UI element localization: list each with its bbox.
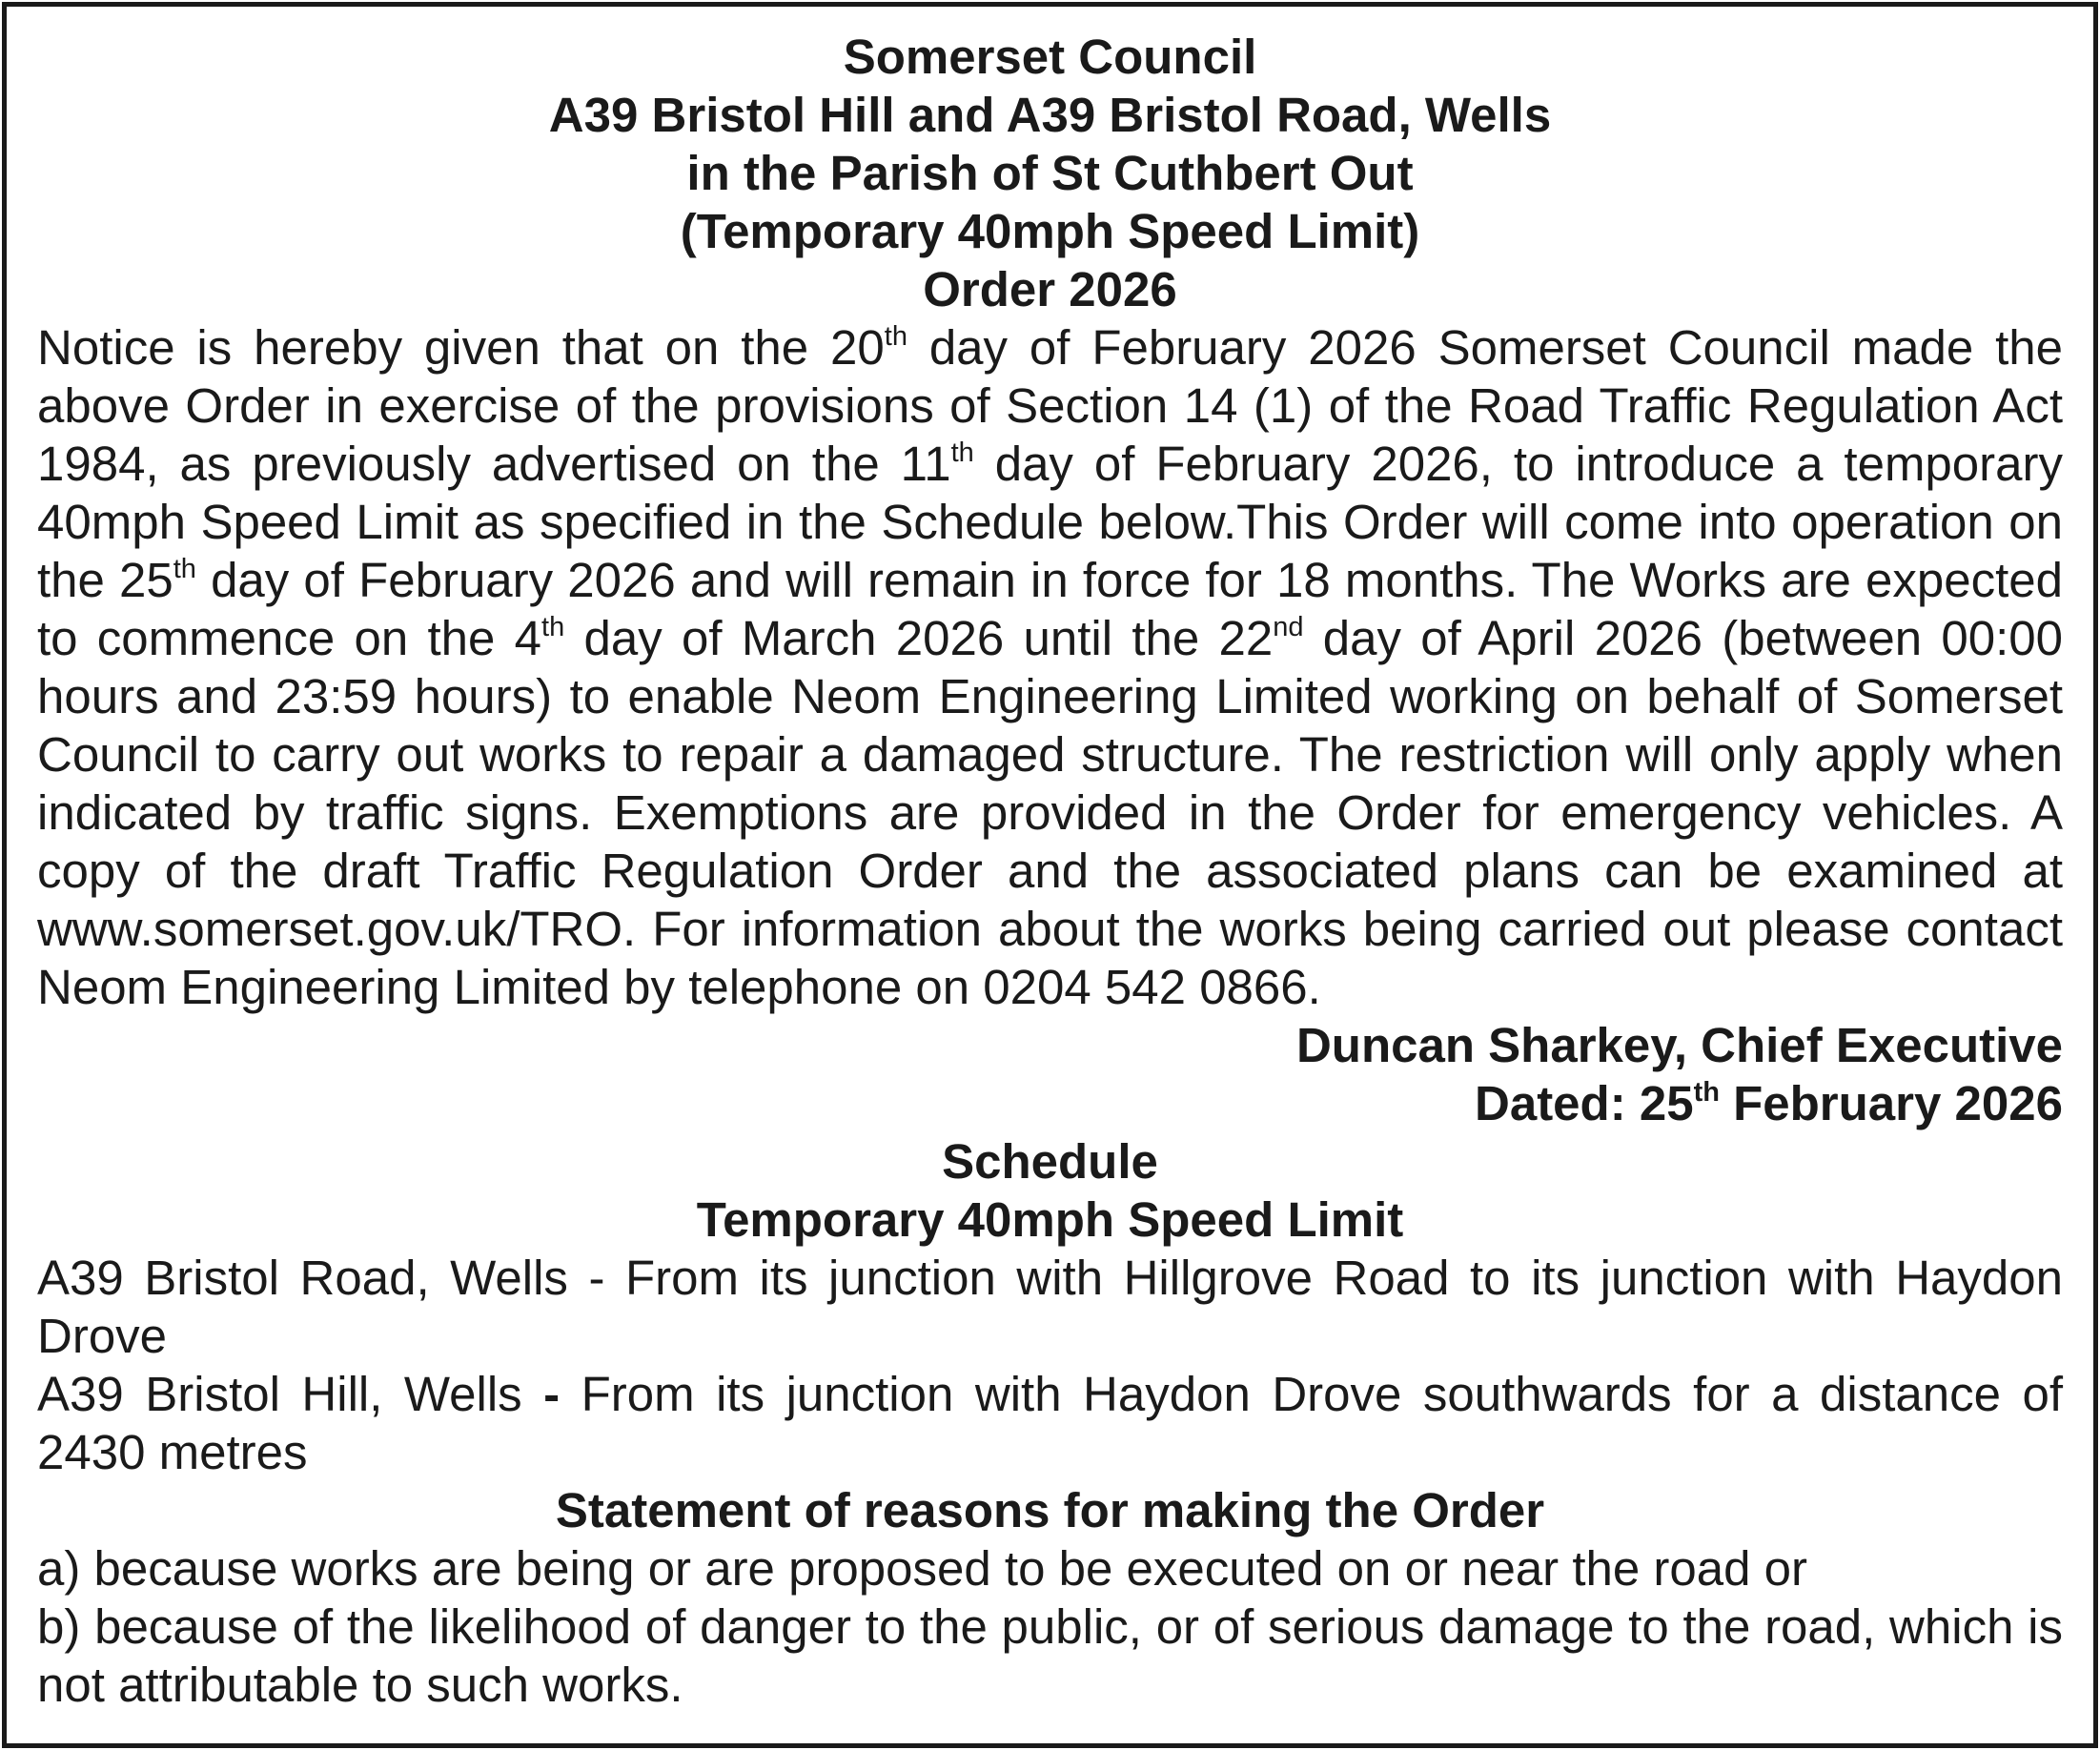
council-name: Somerset Council	[843, 30, 1257, 84]
ordinal-suffix: th	[884, 321, 907, 352]
signatory: Duncan Sharkey, Chief Executive	[1295, 1018, 2063, 1072]
schedule-extent: From its junction with Haydon Drove southwards for a distance of 2430 metres	[37, 1367, 2063, 1479]
notice-text-part: day of April 2026 (between 00:00 hours and 23:59 hours) to enable Neom Engineering Limited working on behalf of Somerset Council to carry out works to repair a damaged structure. The restriction will only apply when indicated by traffic signs. Exemptions are provided in the Order for emergency vehicles. A copy of the draft Traffic Regulation Order and the associated plans can be examined at www.somerset.gov.uk/TRO. For information about the works being carried out please contact Neom Engineering Limited by telephone on 0204 542 0866.	[37, 611, 2064, 1014]
ordinal-suffix: nd	[1273, 612, 1304, 642]
order-year: Order 2026	[923, 262, 1177, 316]
notice-text-part: day of March 2026 until the 22	[564, 611, 1274, 665]
notice-text-part: day of February 2026 Somerset Council made the above Order in exercise of the provisions of Section 14 (1) of the Road Traffic Regulation Act 1984, as previously advertised on the 11	[37, 320, 2063, 491]
date-prefix: Dated: 25	[1475, 1076, 1694, 1130]
date-line	[37, 1074, 2063, 1132]
notice-text-part: Notice is hereby given that on the 20	[37, 320, 885, 375]
order-parish: in the Parish of St Cuthbert Out	[686, 146, 1414, 200]
reason-b: b) because of the likelihood of danger to the public, or of serious damage to the road, which is not attributable to such works.	[37, 1599, 2063, 1712]
schedule-dash: -	[543, 1367, 561, 1421]
order-roads: A39 Bristol Hill and A39 Bristol Road, Wells	[548, 88, 1552, 142]
notice-heading	[37, 28, 2063, 318]
schedule-subtitle: Temporary 40mph Speed Limit	[696, 1192, 1404, 1247]
reasons-title: Statement of reasons for making the Order	[555, 1483, 1545, 1537]
ordinal-suffix: th	[1693, 1077, 1720, 1108]
date-suffix: February 2026	[1719, 1076, 2063, 1130]
schedule-road: A39 Bristol Hill, Wells	[37, 1367, 544, 1421]
public-notice	[2, 2, 2098, 1748]
schedule-item: A39 Bristol Road, Wells - From its junction with Hillgrove Road to its junction with Haydon Drove	[37, 1251, 2063, 1363]
schedule-title: Schedule	[942, 1134, 1158, 1189]
reason-a: a) because works are being or are proposed to be executed on or near the road or	[37, 1541, 1807, 1596]
notice-body	[37, 318, 2063, 1016]
ordinal-suffix: th	[541, 612, 565, 642]
ordinal-suffix: th	[950, 438, 974, 468]
order-type: (Temporary 40mph Speed Limit)	[680, 204, 1420, 258]
ordinal-suffix: th	[173, 554, 196, 584]
schedule-item	[37, 1365, 2063, 1481]
notice-text-part: day of February 2026, to introduce a temporary 40mph Speed Limit as specified in the Schedule below.This Order will come into operation on the 25	[37, 437, 2063, 607]
notice-text-part: day of February 2026 and will remain in force for 18 months. The Works are expected to commence on the 4	[37, 553, 2063, 665]
